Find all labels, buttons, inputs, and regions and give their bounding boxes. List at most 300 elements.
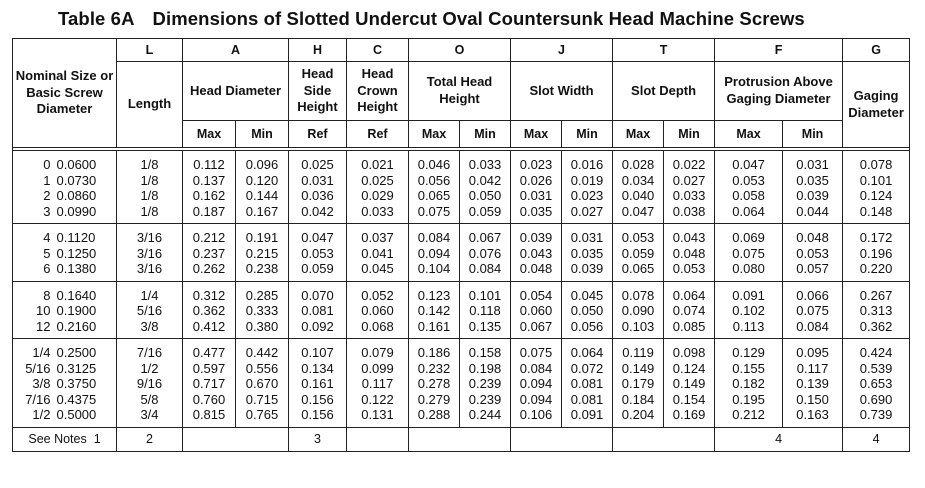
nominal-size-cell	[13, 339, 117, 428]
screw-size: 8	[43, 287, 51, 303]
row-group	[13, 224, 910, 282]
sub-h-ref: Ref	[289, 121, 347, 148]
sub-j-max: Max	[511, 121, 562, 148]
table-cell-value: 0.084	[796, 318, 829, 334]
screw-size: 7/16	[25, 391, 51, 407]
table-cell-value: 0.052	[361, 287, 394, 303]
sub-f-max: Max	[715, 121, 783, 148]
table-cell-value: 0.653	[859, 376, 893, 391]
row-group	[13, 281, 910, 339]
table-cell-value: 0.149	[621, 360, 655, 376]
sub-j-min: Min	[562, 121, 613, 148]
table-cell-value: 0.028	[621, 157, 655, 172]
table-cell-value: 0.021	[361, 157, 394, 172]
nominal-size-line	[13, 303, 116, 319]
basic-diameter: 0.0990	[56, 203, 97, 219]
table-cell-value: 0.075	[519, 345, 553, 360]
table-cell-value: 0.091	[732, 287, 765, 303]
table-cell-value: 3/16	[136, 245, 163, 261]
table-cell-value: 0.179	[621, 376, 655, 391]
nominal-size-header: Nominal Size or Basic Screw Diameter	[13, 39, 117, 148]
table-cell-value: 0.096	[245, 157, 279, 172]
table-cell-value: 0.067	[468, 230, 502, 245]
table-cell-value: 0.054	[519, 287, 553, 303]
table-cell-value: 1/8	[140, 203, 159, 219]
table-cell-value: 0.035	[570, 245, 604, 261]
screw-size: 1	[43, 172, 51, 188]
table-cell-value: 0.362	[859, 318, 893, 334]
col-j-max-cell	[511, 151, 562, 224]
table-cell-value: 0.023	[570, 188, 604, 203]
table-cell-value: 0.034	[621, 172, 655, 188]
table-cell-value: 0.022	[672, 157, 706, 172]
table-cell-value: 0.016	[570, 157, 604, 172]
table-cell-value: 0.113	[732, 318, 765, 334]
table-cell-value: 0.204	[621, 407, 655, 422]
table-cell-value: 0.191	[245, 230, 279, 245]
table-cell-value: 0.050	[570, 303, 604, 318]
table-cell-value: 0.084	[519, 360, 553, 376]
table-cell-value: 0.106	[519, 407, 553, 422]
col-c-cell	[347, 224, 409, 282]
row-group	[13, 339, 910, 428]
notes-f: 4	[715, 427, 843, 451]
table-cell-value: 0.690	[859, 391, 893, 407]
table-cell-value: 0.163	[796, 407, 829, 422]
sub-t-max: Max	[613, 121, 664, 148]
table-cell-value: 1/8	[140, 188, 159, 203]
table-cell-value: 0.067	[519, 318, 553, 334]
col-a-min-cell	[236, 281, 289, 339]
table-cell-value: 0.075	[796, 303, 829, 318]
notes-g: 4	[843, 427, 910, 451]
table-cell-value: 0.104	[417, 261, 451, 276]
screw-size: 5/16	[25, 360, 51, 376]
table-cell-value: 0.048	[672, 245, 706, 261]
table-cell-value: 0.198	[468, 360, 502, 376]
col-o-max-cell	[409, 224, 460, 282]
table-cell-value: 0.244	[468, 407, 502, 422]
col-j-min-cell	[562, 151, 613, 224]
screw-size: 1/4	[32, 345, 51, 360]
table-cell-value: 0.043	[519, 245, 553, 261]
col-o-max-cell	[409, 151, 460, 224]
table-cell-value: 0.031	[796, 157, 829, 172]
col-g-cell	[843, 151, 910, 224]
basic-diameter: 0.0860	[56, 188, 97, 203]
col-f-min-cell	[783, 224, 843, 282]
col-letter-F: F	[715, 39, 843, 62]
nominal-size-line	[13, 376, 116, 392]
col-f-max-cell	[715, 339, 783, 428]
col-letter-L: L	[117, 39, 183, 62]
notes-h: 3	[289, 427, 347, 451]
basic-diameter: 0.2500	[56, 345, 97, 360]
table-cell-value: 0.090	[621, 303, 655, 318]
nominal-size-line	[13, 230, 116, 246]
table-cell-value: 0.068	[361, 318, 394, 334]
col-j-max-cell	[511, 224, 562, 282]
basic-diameter: 0.2160	[56, 318, 97, 334]
table-cell-value: 0.313	[859, 303, 893, 318]
table-cell-value: 0.085	[672, 318, 706, 334]
nominal-size-line	[13, 392, 116, 408]
table-cell-value: 0.144	[245, 188, 279, 203]
table-cell-value: 0.477	[192, 345, 226, 360]
notes-nominal: 1	[93, 431, 101, 446]
col-g-cell	[843, 281, 910, 339]
sub-f-min: Min	[783, 121, 843, 148]
basic-diameter: 0.0600	[56, 157, 97, 172]
table-cell-value: 0.119	[622, 345, 654, 360]
col-c-cell	[347, 281, 409, 339]
table-cell-value: 0.131	[361, 407, 394, 422]
col-g-cell	[843, 339, 910, 428]
col-f-max-cell	[715, 281, 783, 339]
table-cell-value: 0.215	[245, 245, 279, 261]
table-cell-value: 0.288	[417, 407, 451, 422]
table-cell-value: 0.057	[796, 261, 829, 276]
col-o-max-cell	[409, 281, 460, 339]
basic-diameter: 0.1250	[56, 245, 97, 261]
nominal-size-line	[13, 361, 116, 377]
table-cell-value: 0.078	[859, 157, 893, 172]
col-c-cell	[347, 151, 409, 224]
col-o-min-cell	[460, 339, 511, 428]
table-cell-value: 0.267	[859, 287, 893, 303]
table-cell-value: 0.039	[570, 261, 604, 276]
col-letter-G: G	[843, 39, 910, 62]
table-cell-value: 0.050	[468, 188, 502, 203]
table-cell-value: 0.084	[468, 261, 502, 276]
table-cell-value: 0.123	[417, 287, 451, 303]
table-cell-value: 0.154	[672, 391, 706, 407]
col-o-min-cell	[460, 151, 511, 224]
nominal-size-line	[13, 319, 116, 335]
table-cell-value: 0.099	[361, 360, 394, 376]
table-cell-value: 0.670	[245, 376, 279, 391]
head-crown-height-header: Head Crown Height	[347, 62, 409, 121]
table-cell-value: 0.092	[301, 318, 334, 334]
table-cell-value: 0.169	[672, 407, 706, 422]
table-cell-value: 0.139	[796, 376, 829, 391]
table-cell-value: 0.362	[192, 303, 226, 318]
col-f-min-cell	[783, 281, 843, 339]
basic-diameter: 0.1380	[56, 261, 97, 276]
table-cell-value: 0.102	[732, 303, 765, 318]
col-l-cell	[117, 281, 183, 339]
screw-size: 6	[43, 261, 51, 276]
table-cell-value: 0.081	[301, 303, 334, 318]
notes-label: See Notes	[28, 431, 87, 446]
table-cell-value: 0.107	[301, 345, 334, 360]
basic-diameter: 0.1640	[56, 287, 97, 303]
table-cell-value: 0.084	[417, 230, 451, 245]
sub-t-min: Min	[664, 121, 715, 148]
col-t-max-cell	[613, 281, 664, 339]
col-a-max-cell	[183, 339, 236, 428]
table-cell-value: 0.196	[859, 245, 893, 261]
table-cell-value: 0.060	[361, 303, 394, 318]
table-title	[58, 8, 805, 30]
col-j-min-cell	[562, 339, 613, 428]
col-a-min-cell	[236, 224, 289, 282]
table-cell-value: 0.043	[672, 230, 706, 245]
table-cell-value: 0.239	[468, 376, 502, 391]
row-group	[13, 151, 910, 224]
table-cell-value: 3/16	[136, 230, 163, 245]
nominal-size-line	[13, 261, 116, 277]
table-cell-value: 0.539	[859, 360, 893, 376]
table-cell-value: 0.142	[417, 303, 451, 318]
table-cell-value: 0.040	[621, 188, 655, 203]
table-cell-value: 3/16	[136, 261, 163, 276]
sub-a-max: Max	[183, 121, 236, 148]
table-cell-value: 0.124	[672, 360, 706, 376]
slot-depth-header: Slot Depth	[613, 62, 715, 121]
table-cell-value: 0.279	[417, 391, 451, 407]
table-cell-value: 0.019	[570, 172, 604, 188]
table-cell-value: 5/16	[136, 303, 163, 318]
col-j-min-cell	[562, 224, 613, 282]
col-f-max-cell	[715, 151, 783, 224]
col-j-max-cell	[511, 281, 562, 339]
col-l-cell	[117, 224, 183, 282]
table-cell-value: 0.078	[621, 287, 655, 303]
table-cell-value: 0.047	[732, 157, 765, 172]
nominal-size-line	[13, 246, 116, 262]
nominal-size-line	[13, 157, 116, 173]
basic-diameter: 0.3750	[56, 376, 97, 391]
table-cell-value: 0.212	[732, 407, 765, 422]
basic-diameter: 0.4375	[56, 391, 97, 407]
table-cell-value: 0.039	[519, 230, 553, 245]
table-cell-value: 0.053	[796, 245, 829, 261]
table-cell-value: 0.033	[361, 203, 394, 219]
table-cell-value: 0.059	[621, 245, 655, 261]
table-cell-value: 0.412	[192, 318, 226, 334]
table-cell-value: 0.167	[245, 203, 279, 219]
notes-label-cell	[13, 427, 117, 451]
table-cell-value: 0.053	[621, 230, 655, 245]
table-cell-value: 0.278	[417, 376, 451, 391]
basic-diameter: 0.0730	[56, 172, 97, 188]
col-letter-T: T	[613, 39, 715, 62]
col-letter-H: H	[289, 39, 347, 62]
col-h-cell	[289, 281, 347, 339]
col-a-min-cell	[236, 151, 289, 224]
notes-row	[13, 427, 910, 451]
table-cell-value: 0.158	[468, 345, 502, 360]
table-cell-value: 0.058	[732, 188, 765, 203]
notes-t	[613, 427, 715, 451]
col-o-min-cell	[460, 281, 511, 339]
table-cell-value: 0.081	[570, 376, 604, 391]
nominal-size-cell	[13, 224, 117, 282]
table-cell-value: 0.172	[859, 230, 893, 245]
col-letter-O: O	[409, 39, 511, 62]
col-j-max-cell	[511, 339, 562, 428]
table-cell-value: 0.103	[621, 318, 655, 334]
table-cell-value: 0.556	[245, 360, 279, 376]
sub-c-ref: Ref	[347, 121, 409, 148]
table-cell-value: 0.056	[570, 318, 604, 334]
head-diameter-header: Head Diameter	[183, 62, 289, 121]
table-cell-value: 0.075	[732, 245, 765, 261]
table-cell-value: 0.094	[417, 245, 451, 261]
header-names-row	[13, 62, 910, 121]
col-c-cell	[347, 339, 409, 428]
table-cell-value: 1/8	[140, 157, 159, 172]
table-cell-value: 0.036	[301, 188, 334, 203]
table-cell-value: 0.025	[361, 172, 394, 188]
table-cell-value: 0.053	[732, 172, 765, 188]
col-a-max-cell	[183, 224, 236, 282]
table-cell-value: 0.101	[859, 172, 893, 188]
table-cell-value: 0.048	[796, 230, 829, 245]
table-cell-value: 0.765	[245, 407, 279, 422]
table-cell-value: 0.187	[192, 203, 226, 219]
table-cell-value: 0.442	[245, 345, 279, 360]
col-l-cell	[117, 151, 183, 224]
col-o-max-cell	[409, 339, 460, 428]
col-a-max-cell	[183, 151, 236, 224]
table-body	[13, 151, 910, 428]
table-cell-value: 0.156	[301, 407, 334, 422]
col-h-cell	[289, 339, 347, 428]
header-letters-row	[13, 39, 910, 62]
screw-size: 2	[43, 188, 51, 203]
table-cell-value: 0.060	[519, 303, 553, 318]
table-cell-value: 0.134	[301, 360, 334, 376]
table-cell-value: 0.091	[570, 407, 604, 422]
table-cell-value: 0.070	[301, 287, 334, 303]
col-h-cell	[289, 151, 347, 224]
screw-size: 5	[43, 245, 51, 261]
table-cell-value: 0.098	[672, 345, 706, 360]
nominal-size-line	[13, 288, 116, 304]
gaging-diameter-header: Gaging Diameter	[843, 62, 910, 148]
col-f-max-cell	[715, 224, 783, 282]
table-cell-value: 3/8	[140, 318, 159, 334]
col-h-cell	[289, 224, 347, 282]
table-cell-value: 0.424	[859, 345, 893, 360]
table-cell-value: 0.041	[361, 245, 394, 261]
table-cell-value: 0.072	[570, 360, 604, 376]
col-f-min-cell	[783, 151, 843, 224]
table-cell-value: 0.285	[245, 287, 279, 303]
head-side-height-header: Head Side Height	[289, 62, 347, 121]
length-header: Length	[117, 62, 183, 148]
table-cell-value: 0.074	[672, 303, 706, 318]
table-cell-value: 0.069	[732, 230, 765, 245]
table-cell-value: 0.045	[570, 287, 604, 303]
table-cell-value: 0.739	[859, 407, 893, 422]
screw-size: 4	[43, 230, 51, 245]
table-cell-value: 0.112	[193, 157, 225, 172]
col-a-max-cell	[183, 281, 236, 339]
table-cell-value: 0.239	[468, 391, 502, 407]
table-cell-value: 0.312	[192, 287, 226, 303]
table-number: Table 6A	[58, 8, 135, 29]
table-cell-value: 7/16	[136, 345, 163, 360]
table-cell-value: 0.262	[192, 261, 226, 276]
table-cell-value: 0.066	[796, 287, 829, 303]
table-cell-value: 0.129	[732, 345, 765, 360]
table-cell-value: 0.186	[417, 345, 451, 360]
sub-a-min: Min	[236, 121, 289, 148]
table-cell-value: 0.079	[361, 345, 394, 360]
table-cell-value: 0.182	[732, 376, 765, 391]
col-j-min-cell	[562, 281, 613, 339]
table-cell-value: 0.047	[301, 230, 334, 245]
notes-length: 2	[117, 427, 183, 451]
nominal-size-line	[13, 173, 116, 189]
slot-width-header: Slot Width	[511, 62, 613, 121]
table-cell-value: 0.031	[519, 188, 553, 203]
table-cell-value: 0.042	[301, 203, 334, 219]
table-cell-value: 0.597	[192, 360, 226, 376]
basic-diameter: 0.3125	[56, 360, 97, 376]
table-cell-value: 0.037	[361, 230, 394, 245]
table-cell-value: 0.101	[468, 287, 502, 303]
table-cell-value: 0.023	[519, 157, 553, 172]
col-a-min-cell	[236, 339, 289, 428]
table-cell-value: 0.137	[192, 172, 226, 188]
table-cell-value: 0.064	[732, 203, 765, 219]
table-cell-value: 0.031	[301, 172, 334, 188]
table-cell-value: 0.195	[732, 391, 765, 407]
table-cell-value: 0.238	[245, 261, 279, 276]
screw-size: 3/8	[32, 376, 51, 391]
notes-o	[409, 427, 511, 451]
basic-diameter: 0.1120	[56, 230, 96, 245]
table-cell-value: 0.117	[796, 360, 829, 376]
table-cell-value: 0.033	[672, 188, 706, 203]
table-cell-value: 0.027	[672, 172, 706, 188]
table-cell-value: 0.212	[192, 230, 226, 245]
nominal-size-cell	[13, 281, 117, 339]
screw-size: 1/2	[32, 407, 51, 422]
table-title-text: Dimensions of Slotted Undercut Oval Countersunk Head Machine Screws	[152, 8, 805, 29]
notes-c	[347, 427, 409, 451]
table-cell-value: 0.156	[301, 391, 334, 407]
table-cell-value: 0.056	[417, 172, 451, 188]
col-t-min-cell	[664, 281, 715, 339]
col-letter-J: J	[511, 39, 613, 62]
nominal-size-line	[13, 188, 116, 204]
table-cell-value: 0.031	[570, 230, 604, 245]
col-l-cell	[117, 339, 183, 428]
table-cell-value: 0.815	[192, 407, 226, 422]
table-cell-value: 0.045	[361, 261, 394, 276]
col-t-min-cell	[664, 224, 715, 282]
table-cell-value: 1/2	[140, 360, 159, 376]
table-cell-value: 0.760	[192, 391, 226, 407]
screw-size: 12	[36, 318, 51, 334]
table-cell-value: 0.080	[732, 261, 765, 276]
col-o-min-cell	[460, 224, 511, 282]
table-cell-value: 0.717	[192, 376, 226, 391]
table-cell-value: 5/8	[140, 391, 159, 407]
table-cell-value: 0.038	[672, 203, 706, 219]
protrusion-header: Protrusion Above Gaging Diameter	[715, 62, 843, 121]
table-cell-value: 0.333	[245, 303, 279, 318]
nominal-size-line	[13, 345, 116, 361]
table-cell-value: 0.124	[859, 188, 893, 203]
table-cell-value: 0.026	[519, 172, 553, 188]
table-cell-value: 0.059	[468, 203, 502, 219]
